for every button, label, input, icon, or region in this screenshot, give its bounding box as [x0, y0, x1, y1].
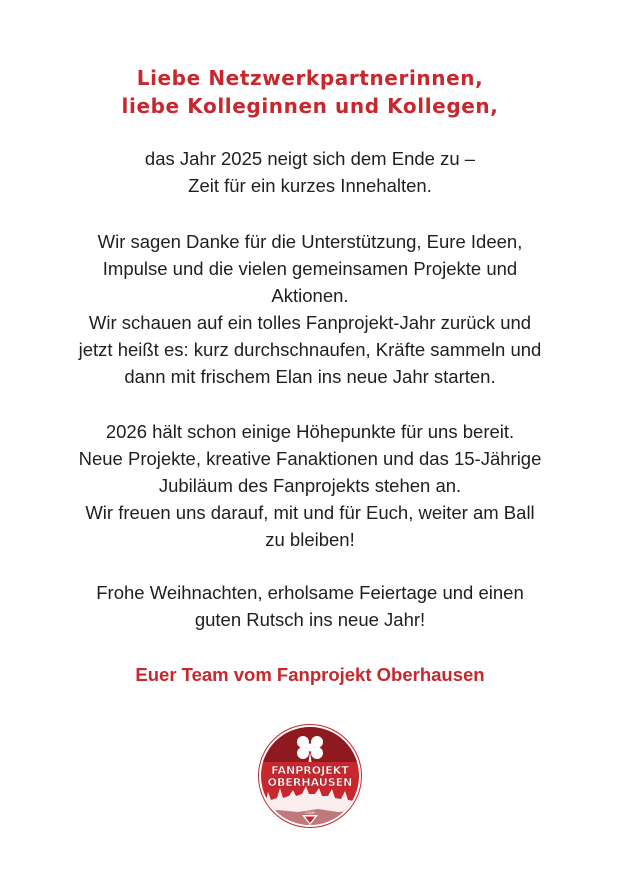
- logo-text-line-2: OBERHAUSEN: [267, 776, 353, 789]
- text-line: guten Rutsch ins neue Jahr!: [194, 609, 426, 630]
- text-line: Wir sagen Danke für die Unterstützung, Eure Ideen,: [97, 231, 523, 252]
- text-line: dann mit frischem Elan ins neue Jahr starten.: [124, 366, 496, 387]
- text-line: zu bleiben!: [265, 529, 355, 550]
- text-line: jetzt heißt es: kurz durchschnaufen, Kräfte sammeln und: [78, 339, 542, 360]
- text-line: Zeit für ein kurzes Innehalten.: [188, 175, 432, 196]
- cvjm-badge-text: CVJM: [305, 811, 315, 815]
- paragraph-thanks: [30, 228, 590, 390]
- text-line: Aktionen.: [271, 285, 349, 306]
- text-line: Frohe Weihnachten, erholsame Feiertage und einen: [96, 582, 524, 603]
- paragraph-outlook: [30, 418, 590, 553]
- text-line: das Jahr 2025 neigt sich dem Ende zu –: [144, 148, 476, 169]
- text-line: Neue Projekte, kreative Fanaktionen und das 15-Jährige: [78, 448, 542, 469]
- paragraph-intro: [30, 145, 590, 199]
- greeting-line-2: liebe Kolleginnen und Kollegen,: [121, 94, 499, 118]
- fanprojekt-logo: [258, 724, 362, 828]
- paragraph-wishes: [30, 579, 590, 633]
- signoff: Euer Team vom Fanprojekt Oberhausen: [135, 664, 485, 685]
- text-line: 2026 hält schon einige Höhepunkte für uns bereit.: [105, 421, 515, 442]
- text-line: Jubiläum des Fanprojekts stehen an.: [158, 475, 462, 496]
- text-line: Impulse und die vielen gemeinsamen Projekte und: [102, 258, 518, 279]
- greeting-line-1: Liebe Netzwerkpartnerinnen,: [136, 66, 484, 90]
- greeting-heading: [0, 64, 620, 120]
- text-line: Wir schauen auf ein tolles Fanprojekt-Jahr zurück und: [88, 312, 532, 333]
- text-line: Wir freuen uns darauf, mit und für Euch, weiter am Ball: [85, 502, 535, 523]
- logo-text-line-1: FANPROJEKT: [271, 764, 349, 777]
